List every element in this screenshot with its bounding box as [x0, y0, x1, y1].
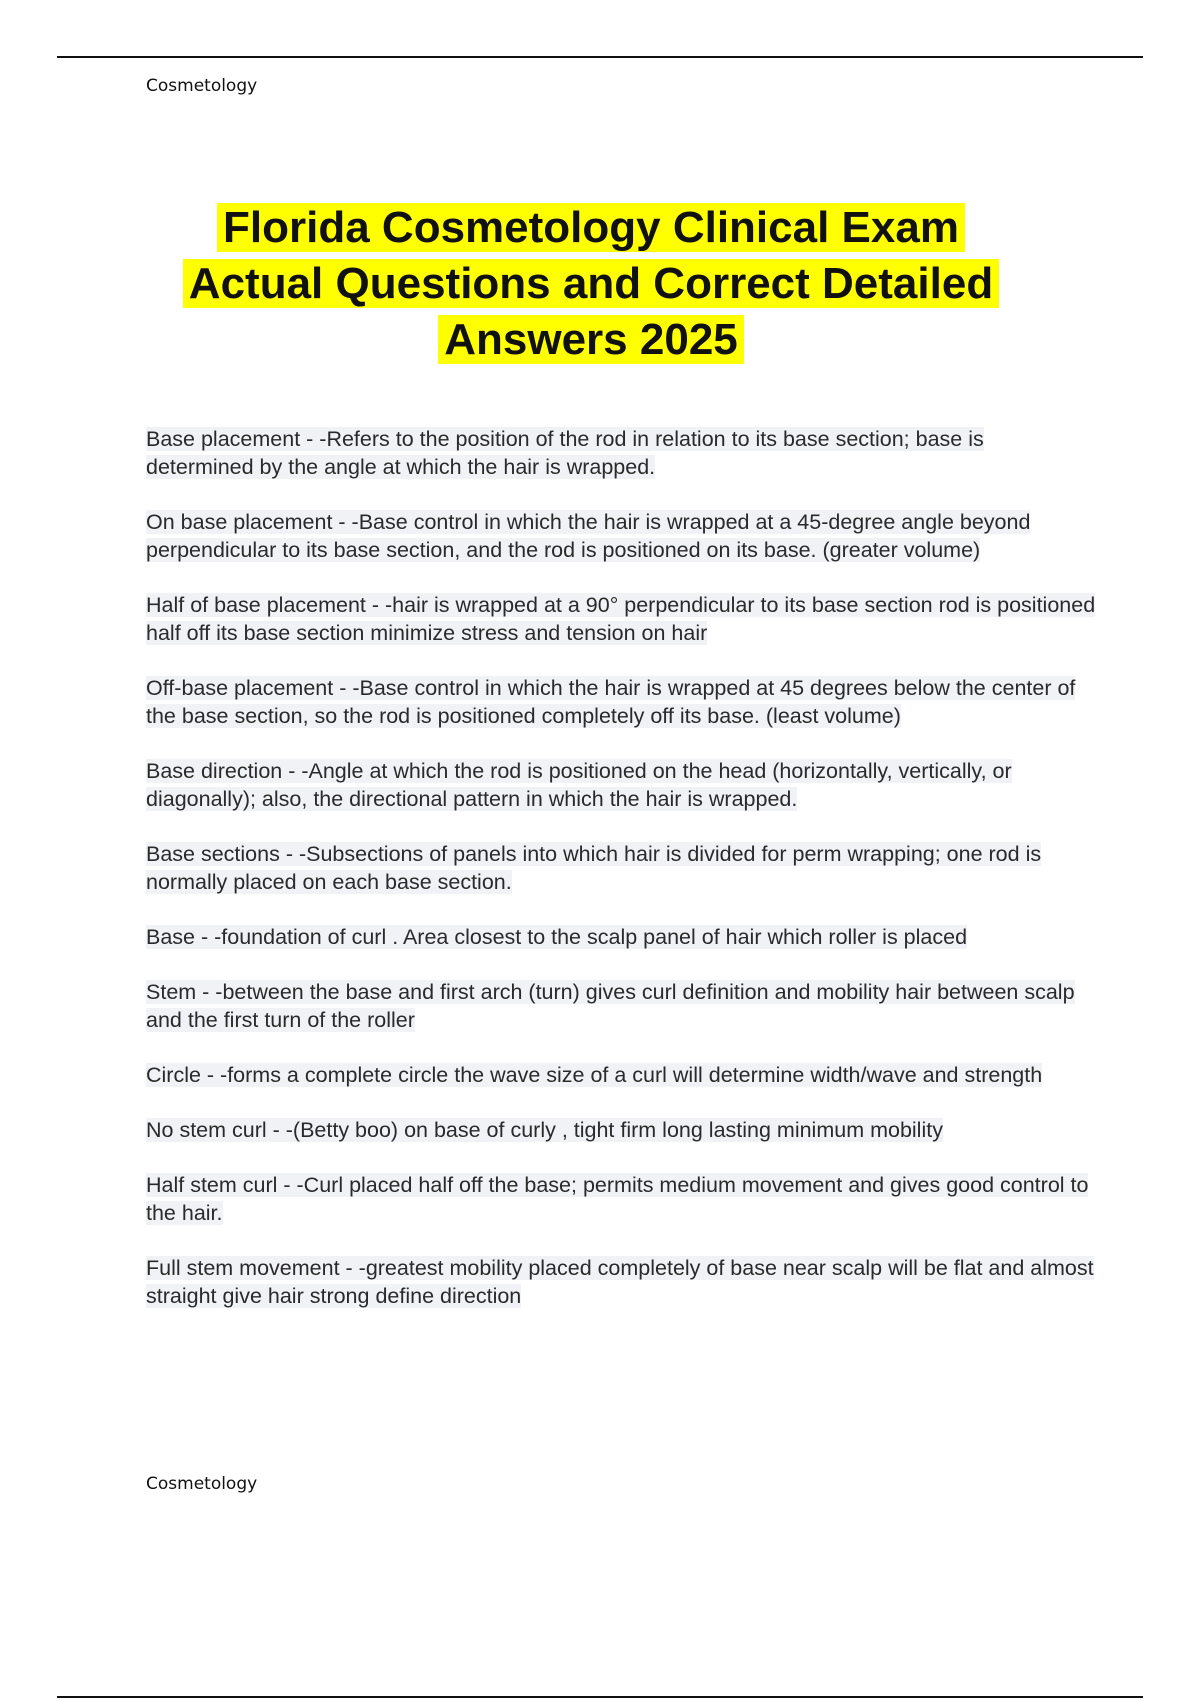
qa-item: [146, 1061, 1096, 1089]
qa-text: No stem curl - -(Betty boo) on base of curly , tight firm long lasting minimum mobility: [146, 1118, 943, 1142]
qa-item: [146, 674, 1096, 730]
qa-text: Off-base placement - -Base control in which the hair is wrapped at 45 degrees below the center of the base section, so the rod is positioned completely off its base. (least volume): [146, 676, 1076, 728]
qa-text: Stem - -between the base and first arch (turn) gives curl definition and mobility hair between scalp and the first turn of the roller: [146, 980, 1075, 1032]
qa-list: [146, 425, 1096, 1337]
qa-text: On base placement - -Base control in which the hair is wrapped at a 45-degree angle beyond perpendicular to its base section, and the rod is positioned on its base. (greater volume): [146, 510, 1031, 562]
qa-item: [146, 840, 1096, 896]
page-header: Cosmetology: [146, 76, 258, 96]
top-rule: [57, 56, 1143, 58]
title-line: Answers 2025: [438, 315, 744, 364]
qa-item: [146, 1254, 1096, 1310]
page-footer: Cosmetology: [146, 1474, 258, 1494]
qa-text: Base direction - -Angle at which the rod is positioned on the head (horizontally, vertically, or diagonally); also, the directional pattern in which the hair is wrapped.: [146, 759, 1012, 811]
qa-item: [146, 923, 1096, 951]
qa-text: Half stem curl - -Curl placed half off the base; permits medium movement and gives good control to the hair.: [146, 1173, 1089, 1225]
qa-text: Base sections - -Subsections of panels into which hair is divided for perm wrapping; one rod is normally placed on each base section.: [146, 842, 1042, 894]
bottom-rule: [57, 1696, 1143, 1698]
qa-item: [146, 591, 1096, 647]
qa-text: Half of base placement - -hair is wrapped at a 90° perpendicular to its base section rod is positioned half off its base section minimize stress and tension on hair: [146, 593, 1096, 645]
title-line: Actual Questions and Correct Detailed: [183, 259, 999, 308]
qa-item: [146, 1171, 1096, 1227]
qa-text: Full stem movement - -greatest mobility placed completely of base near scalp will be flat and almost straight give hair strong define direction: [146, 1256, 1094, 1308]
qa-item: [146, 757, 1096, 813]
qa-text: Base - -foundation of curl . Area closest to the scalp panel of hair which roller is placed: [146, 925, 968, 949]
qa-text: Base placement - -Refers to the position of the rod in relation to its base section; base is determined by the angle at which the hair is wrapped.: [146, 427, 984, 479]
qa-item: [146, 508, 1096, 564]
qa-text: Circle - -forms a complete circle the wave size of a curl will determine width/wave and strength: [146, 1063, 1043, 1087]
qa-item: [146, 425, 1096, 481]
qa-item: [146, 978, 1096, 1034]
document-title: [146, 200, 1036, 368]
qa-item: [146, 1116, 1096, 1144]
title-line: Florida Cosmetology Clinical Exam: [217, 203, 965, 252]
